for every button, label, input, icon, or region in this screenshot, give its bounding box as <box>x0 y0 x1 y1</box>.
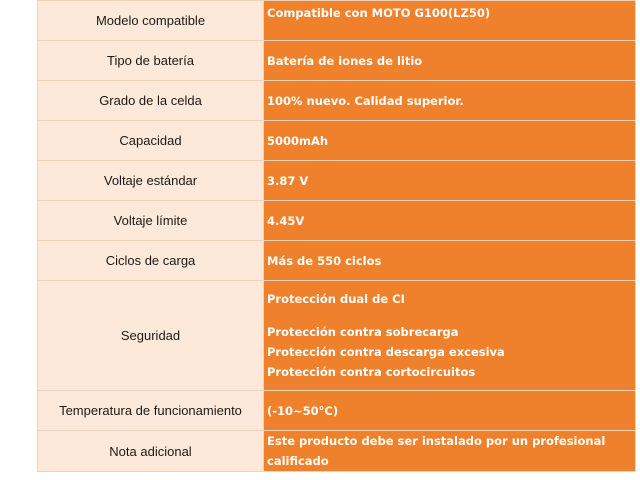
table-row-temperatura <box>38 391 636 431</box>
row-label: Ciclos de carga <box>38 241 264 281</box>
row-value <box>264 161 636 201</box>
table-row-seguridad <box>38 281 636 391</box>
table-row-nota <box>38 431 636 472</box>
row-label: Tipo de batería <box>38 41 264 81</box>
table-row-ciclos <box>38 241 636 281</box>
value-line: (-10~50°C) <box>267 403 339 418</box>
row-label: Voltaje límite <box>38 201 264 241</box>
row-label: Temperatura de funcionamiento <box>38 391 264 431</box>
value-line: Compatible con MOTO G100(LZ50) <box>267 6 491 20</box>
value-line: Protección contra sobrecarga <box>267 325 459 339</box>
row-value <box>264 391 636 431</box>
value-line: Protección contra descarga excesiva <box>267 345 505 359</box>
value-line: Protección dual de CI <box>267 292 405 306</box>
table-row-capacidad <box>38 121 636 161</box>
battery-spec-table <box>37 0 636 472</box>
row-label: Modelo compatible <box>38 1 264 41</box>
row-label: Capacidad <box>38 121 264 161</box>
row-value <box>264 241 636 281</box>
value-line: calificado <box>267 454 329 468</box>
row-value <box>264 81 636 121</box>
row-value <box>264 1 636 41</box>
row-value <box>264 281 636 391</box>
value-line: Este producto debe ser instalado por un profesional <box>267 434 606 448</box>
value-line: Batería de iones de litio <box>267 53 423 68</box>
row-value <box>264 41 636 81</box>
table-row-tipo <box>38 41 636 81</box>
row-label: Seguridad <box>38 281 264 391</box>
value-line: Más de 550 ciclos <box>267 253 382 268</box>
value-line: 100% nuevo. Calidad superior. <box>267 93 464 108</box>
row-label: Nota adicional <box>38 431 264 472</box>
row-label: Grado de la celda <box>38 81 264 121</box>
table-row-grado <box>38 81 636 121</box>
table-row-modelo <box>38 1 636 41</box>
table-row-voltaje-limite <box>38 201 636 241</box>
row-value <box>264 121 636 161</box>
value-line: Protección contra cortocircuitos <box>267 365 476 379</box>
row-label: Voltaje estándar <box>38 161 264 201</box>
value-line: 5000mAh <box>267 133 329 148</box>
table-row-voltaje-estandar <box>38 161 636 201</box>
row-value <box>264 201 636 241</box>
row-value <box>264 431 636 472</box>
value-line: 3.87 V <box>267 173 309 188</box>
value-line: 4.45V <box>267 213 305 228</box>
